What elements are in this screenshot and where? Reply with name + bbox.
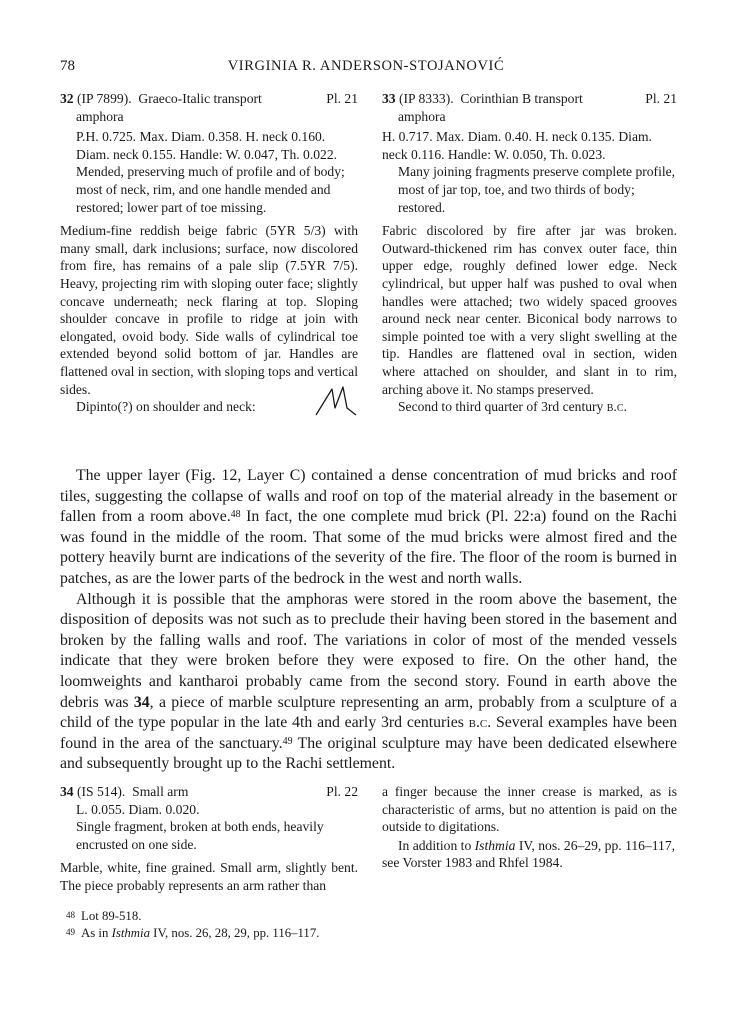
footnote-49 (60, 925, 680, 942)
footnote-number: 49 (66, 926, 75, 937)
entry-number: 32 (60, 91, 74, 106)
footnote-ref-48[interactable]: 48 (230, 509, 241, 521)
date-era: b.c. (606, 399, 627, 415)
entry-title-continued: amphora (76, 108, 124, 124)
running-head: VIRGINIA R. ANDERSON-STOJANOVIĆ (227, 58, 505, 74)
footnote-48 (60, 908, 680, 925)
paragraph-2-text-b: , a piece of marble sculpture representing an arm, probably from a sculpture of a child of the type popular in the late 4th and early 3rd centuries (60, 693, 678, 732)
description-continued: a finger because the inner crease is marked, as is characteristic of arms, but no attention is paid on the outside to digitations. (382, 784, 677, 835)
entry-number: 34 (60, 784, 74, 799)
paragraph-1-text-b: In fact, the one complete mud brick (Pl. 22:a) found on the Rachi was found in the middle of the room. That some of the mud bricks were almost fired and the pottery heavily burnt are indications of the severity of the fire. The floor of the room is burned in patches, as are the lower parts of the bedrock in the west and north walls. (60, 508, 677, 587)
paragraph-2-text-a: Although it is possible that the amphoras were stored in the room above the basement, the disposition of deposits was not such as to preclude their having been stored in the basement and broken by the falling walls and roof. The variations in color of most of the mended vessels indicate that they were broken before they were exposed to fire. On the other hand, the loomweights and kantharoi probably came from the second story. Found in earth above the debris was (60, 590, 677, 711)
era-label: b.c. (468, 714, 492, 732)
addition-note (382, 837, 677, 872)
entry-title-continued: amphora (398, 108, 446, 124)
date-text: Second to third quarter of 3rd century (398, 399, 607, 415)
description: Fabric discolored by fire after jar was broken. Outward-thickened rim has convex outer face, thin upper edge, roughly defined lower edge. Neck cylindrical, but upper half was pushed to oval when handles were attached; two widely spaced grooves around neck near center. Biconical body narrows to simple pointed toe with a very slight swelling at the tip. Handles are flattened oval in section, widen where attached on shoulder, and slant in to rim, arching above it. No stamps preserved. (382, 223, 677, 397)
entry-heading (382, 90, 677, 108)
addition-text-b: IV, nos. 26–29, pp. 116–117, see Vorster 1983 and Rhfel 1984. (382, 837, 676, 871)
paragraph-1-text-a: The upper layer (Fig. 12, Layer C) contained a dense concentration of mud bricks and roof tiles, suggesting the collapse of walls and roof on top of the material already in the basement or fallen from a room above. (60, 467, 677, 526)
inventory-number: (IP 8333). (399, 91, 454, 106)
catalogue-entry-34-continued (382, 783, 677, 872)
entry-title: Graeco-Italic transport (138, 91, 262, 106)
description: Medium-fine reddish beige fabric (5YR 5/3) with many small, dark inclusions; surface, now discolored from fire, has remains of a pale slip (7.5YR 7/5). Heavy, projecting rim with sloping outer face; slightly concave underneath; neck flaring at top. Sloping shoulder concave in profile to ridge at join with elongated, ovoid body. Side walls of cylindrical toe extended beyond solid bottom of jar. Handles are flattened oval in section, with sloping tops and vertical sides. (60, 223, 358, 397)
plate-reference: Pl. 21 (326, 91, 358, 106)
main-body-text (60, 466, 677, 775)
addition-text-a: In addition to (398, 837, 475, 853)
addition-italic: Isthmia (474, 837, 516, 853)
plate-reference: Pl. 22 (326, 784, 358, 799)
paragraph-2-text-d: The original sculpture may have been dedicated elsewhere and subsequently brought up to the Rachi settlement. (60, 734, 677, 773)
condition: Mended, preserving much of profile and of body; most of neck, rim, and one handle mended and restored; lower part of toe missing. (76, 164, 345, 215)
paragraph-1 (60, 466, 677, 590)
paragraph-2-text-c: Several examples have been found in the area of the sanctuary. (60, 714, 677, 752)
page-number: 78 (60, 58, 75, 74)
dipinto-drawing (314, 384, 360, 418)
footnote-number: 48 (66, 910, 75, 920)
footnote-text-a: As in (81, 925, 112, 940)
catalogue-ref-34: 34 (133, 693, 150, 711)
catalogue-entry-32 (60, 90, 358, 416)
footnote-italic: Isthmia (111, 925, 150, 940)
entry-number: 33 (382, 91, 396, 106)
plate-reference: Pl. 21 (645, 91, 677, 106)
footnotes (60, 908, 680, 941)
inventory-number: (IP 7899). (77, 91, 132, 106)
footnote-text: Lot 89-518. (81, 909, 142, 923)
catalogue-entry-33 (382, 90, 677, 416)
footnote-ref-49[interactable]: 49 (282, 735, 293, 747)
entry-title: Corinthian B transport (460, 91, 583, 106)
description-start: Marble, white, fine grained. Small arm, slightly bent. The piece probably represents an arm rather than (60, 860, 358, 893)
measurements: L. 0.055. Diam. 0.020. (76, 801, 200, 817)
entry-heading (60, 90, 358, 108)
measurements: H. 0.717. Max. Diam. 0.40. H. neck 0.135. Diam. neck 0.116. Handle: W. 0.050, Th. 0.023. (382, 129, 652, 162)
measurements: P.H. 0.725. Max. Diam. 0.358. H. neck 0.160. Diam. neck 0.155. Handle: W. 0.047, Th. 0.022. (76, 129, 338, 162)
inventory-number: (IS 514). (77, 784, 126, 799)
condition: Many joining fragments preserve complete profile, most of jar top, toe, and two thirds of body; restored. (398, 164, 676, 215)
condition: Single fragment, broken at both ends, heavily encrusted on one side. (76, 819, 324, 852)
dipinto-text: Dipinto(?) on shoulder and neck: (76, 399, 256, 415)
paragraph-2 (60, 590, 677, 775)
entry-title: Small arm (132, 784, 189, 799)
entry-heading (60, 783, 358, 801)
dipinto-line (60, 398, 358, 416)
date-line (382, 398, 677, 416)
catalogue-entry-34 (60, 783, 358, 895)
footnote-text-b: IV, nos. 26, 28, 29, pp. 116–117. (149, 925, 320, 940)
